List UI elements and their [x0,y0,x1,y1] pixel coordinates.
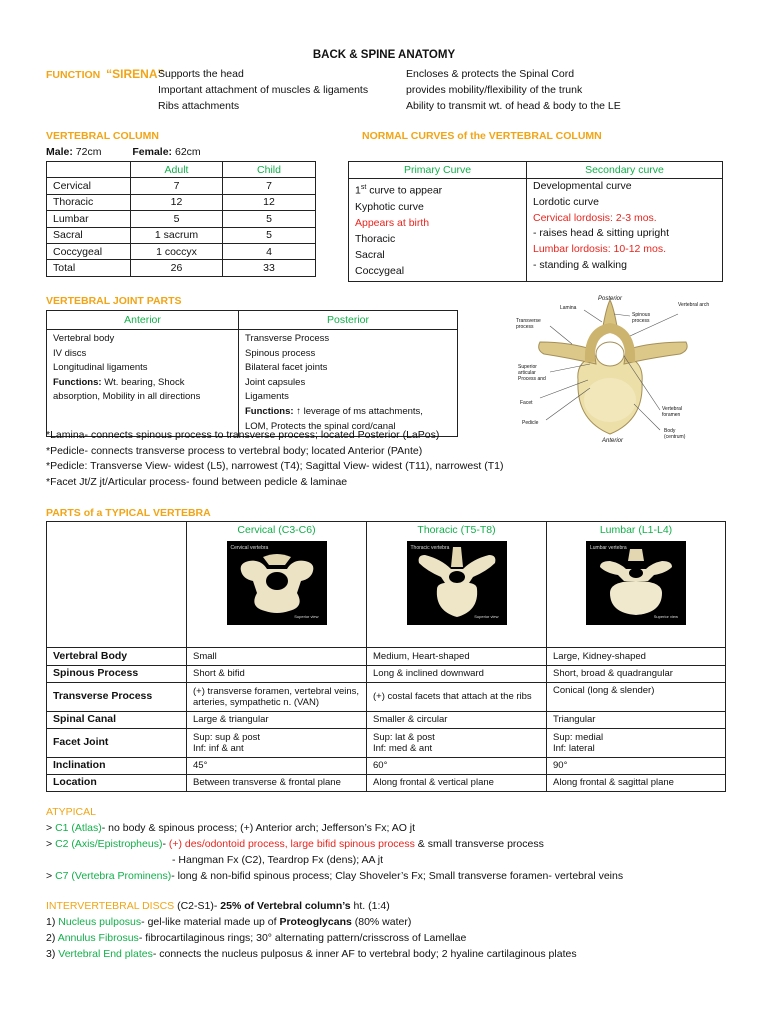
child-count: 4 [223,243,316,259]
thoracic-cell: Long & inclined downward [367,666,547,683]
c2-dash: - [162,838,169,850]
lumbar-cell: Conical (long & slender) [547,683,726,712]
disc-item [46,946,577,962]
anterior-functions-cont: absorption, Mobility in all directions [53,391,201,403]
disc-name: Vertebral End plates [58,948,153,960]
table-row [47,330,458,437]
disc-bold: Proteoglycans [279,916,352,928]
anterior-functions [53,376,232,391]
disc-end: (80% water) [351,916,412,928]
discs-heading: INTERVERTEBRAL DISCS [46,900,175,912]
functions-label: Functions: [245,405,294,417]
photo-caption: Cervical vertebra [230,544,269,551]
c2-name: C2 (Axis/Epistropheus) [55,838,163,850]
diagram-label-vertebral-arch: Vertebral arch [678,302,710,308]
cervical-cell: Between transverse & frontal plane [187,775,367,792]
lumbar-header-cell [547,522,726,648]
thoracic-column-title: Thoracic (T5-T8) [417,524,496,536]
discs-tail: ht. (1:4) [350,900,390,912]
note-item: *Pedicle- connects transverse process to vertebral body; located Anterior (PAnte) [46,444,423,457]
function-item: Ribs attachments [158,100,240,112]
joint-parts-table [46,310,458,437]
posterior-header: Posterior [239,311,458,330]
secondary-curve-header: Secondary curve [527,162,723,179]
primary-item: Thoracic [355,232,396,245]
table-row [47,648,726,666]
joint-parts-heading: VERTEBRAL JOINT PARTS [46,295,182,307]
photo-caption: Lumbar vertebra [590,544,627,551]
diagram-label-anterior: Anterior [602,438,624,444]
photo-view-caption: Superior view [294,614,319,619]
disc-item [46,930,577,946]
c2-line-2: - Hangman Fx (C2), Teardrop Fx (dens); AA jt [172,854,384,866]
child-count: 5 [223,211,316,227]
bullet: > [46,838,56,850]
secondary-item: Lumbar lordosis: 10-12 mos. [533,243,667,256]
female-label: Female: [132,146,173,158]
disc-name: Annulus Fibrosus [57,932,139,944]
child-count: 5 [223,227,316,243]
lumbar-cell [547,729,726,758]
thoracic-cell: Medium, Heart-shaped [367,648,547,666]
cervical-header-cell [187,522,367,648]
cervical-cell [187,729,367,758]
cervical-cell: 45° [187,758,367,775]
table-cell [47,522,187,648]
posterior-item: Joint capsules [245,376,306,388]
table-cell [47,162,131,178]
adult-count: 5 [131,211,223,227]
male-label: Male: [46,146,73,158]
function-label: FUNCTION [46,69,101,81]
anterior-item: Vertebral body [53,333,115,344]
disc-text: - connects the nucleus pulposus & inner AF to vertebral body; 2 hyaline cartilaginous plates [152,948,577,960]
secondary-item: Cervical lordosis: 2-3 mos. [533,211,657,224]
thoracic-cell: Smaller & circular [367,712,547,729]
row-label: Inclination [47,758,187,775]
lumbar-cell: Along frontal & sagittal plane [547,775,726,792]
table-header-row [47,522,726,648]
cell-line: Sup: lat & post [373,731,435,743]
table-row [47,729,726,758]
posterior-item: Spinous process [245,347,316,359]
disc-num: 3) [46,948,59,960]
adult-count: 1 coccyx [131,243,223,259]
posterior-item: Bilateral facet joints [245,362,328,374]
c2-text: & small transverse process [414,838,544,850]
function-item: Important attachment of muscles & ligaments [158,84,369,96]
function-acronym: “SIRENA” [106,67,164,81]
thoracic-vertebra-photo [407,541,507,625]
region-name: Thoracic [47,194,131,210]
lumbar-cell: Triangular [547,712,726,729]
cervical-cell: Short & bifid [187,666,367,683]
child-count: 33 [223,260,316,276]
note-item: *Facet Jt/Z jt/Articular process- found between pedicle & laminae [46,475,348,488]
primary-first-line [355,180,520,199]
c7-text: - long & non-bifid spinous process; Clay Shoveler’s Fx; Small transverse foramen- vertebral veins [171,870,624,882]
cervical-cell: Small [187,648,367,666]
bullet: > [46,822,56,834]
secondary-item: - standing & walking [533,258,627,271]
disc-num: 1) [46,916,59,928]
c1-name: C1 (Atlas) [55,822,102,834]
function-item: Encloses & protects the Spinal Cord [406,68,575,80]
table-row [47,194,316,210]
secondary-curve-cell [527,179,723,282]
anterior-item: Longitudinal ligaments [53,362,148,374]
cell-line: Inf: lateral [553,743,595,754]
lumbar-cell: 90° [547,758,726,775]
table-header-row [349,162,723,179]
thoracic-cell [367,729,547,758]
column-header-child: Child [223,162,316,178]
cell-line: Inf: inf & ant [193,743,244,754]
photo-view-caption: Superior view [474,614,499,619]
primary-curve-header: Primary Curve [349,162,527,179]
column-header-adult: Adult [131,162,223,178]
row-label: Vertebral Body [47,648,187,666]
child-count: 7 [223,178,316,194]
table-row [349,179,723,282]
bullet: > [46,870,56,882]
functions-label: Functions: [53,376,102,388]
discs-section [46,898,577,962]
row-label: Spinous Process [47,666,187,683]
normal-curves-heading: NORMAL CURVES of the VERTEBRAL COLUMN [362,130,602,142]
photo-caption: Thoracic vertebra [410,544,450,551]
thoracic-header-cell [367,522,547,648]
vertebra-diagram [510,292,720,452]
functions-text: ↑ leverage of ms attachments, [293,405,423,417]
discs-range: (C2-S1)- [174,900,221,912]
disc-name: Nucleus pulposus [58,916,142,928]
child-count: 12 [223,194,316,210]
primary-first-sup: st [360,184,367,191]
cell-line: Sup: sup & post [193,731,261,743]
region-name: Cervical [47,178,131,194]
table-header-row [47,162,316,178]
photo-view-caption: Superior view [653,614,678,619]
diagram-label-superior-articular: Superior articular Process and [518,364,546,382]
region-name: Sacral [47,227,131,243]
posterior-functions-cont: LOM, Protects the spinal cord/canal [245,420,396,432]
table-row [47,243,316,259]
function-label-block [46,66,164,83]
discs-bold: 25% of Vertebral column’s [220,900,351,912]
atypical-heading: ATYPICAL [46,806,96,818]
primary-item: Coccygeal [355,264,405,277]
table-row [47,683,726,712]
cell-line: Inf: med & ant [373,743,433,754]
diagram-label-facet: Facet [520,400,533,406]
note-item: *Pedicle: Transverse View- widest (L5), narrowest (T4); Sagittal View- widest (T11), narrowest (T1) [46,460,504,473]
region-name: Lumbar [47,211,131,227]
anterior-item: IV discs [53,347,87,359]
diagram-label-posterior: Posterior [598,296,623,302]
primary-curve-cell [349,179,527,282]
secondary-item: Developmental curve [533,180,632,192]
page-title: BACK & SPINE ANATOMY [312,49,456,61]
adult-count: 26 [131,260,223,276]
primary-first-number: 1 [355,184,361,197]
cervical-cell: (+) transverse foramen, vertebral veins, arteries, sympathetic n. (VAN) [187,683,367,712]
function-item: Ability to transmit wt. of head & body to the LE [406,100,621,112]
row-label: Location [47,775,187,792]
primary-item: Appears at birth [355,216,430,229]
thoracic-cell: (+) costal facets that attach at the ribs [367,683,547,712]
table-row [47,666,726,683]
secondary-item: Lordotic curve [533,195,599,208]
c7-line [46,868,623,884]
c1-text: - no body & spinous process; (+) Anterior arch; Jefferson’s Fx; AO jt [101,822,416,834]
diagram-label-transverse-process: Transverse process [516,318,541,330]
typical-vertebra-table [46,521,726,792]
region-name: Coccygeal [47,243,131,259]
diagram-label-spinous-process: Spinous process [632,312,651,324]
notes-list [46,428,504,490]
table-row [47,260,316,276]
posterior-item: Transverse Process [245,333,330,344]
male-value: 72cm [75,146,102,158]
diagram-label-pedicle: Pedicle [522,420,539,426]
lumbar-column-title: Lumbar (L1-L4) [599,524,673,536]
adult-count: 12 [131,194,223,210]
cervical-vertebra-photo [227,541,327,625]
note-item: *Lamina- connects spinous process to transverse process; located Posterior (LaPos) [46,429,440,441]
c2-line [46,836,623,852]
atypical-section [46,804,623,884]
disc-item [46,914,577,930]
height-line [46,146,201,158]
table-row [47,211,316,227]
row-label: Facet Joint [47,729,187,758]
table-row [47,758,726,775]
vertebral-column-heading: VERTEBRAL COLUMN [46,130,159,142]
posterior-cell [239,330,458,437]
c7-name: C7 (Vertebra Prominens) [55,870,172,882]
region-name: Total [47,260,131,276]
function-item: Supports the head [158,68,244,80]
diagram-label-vertebral-foramen: Vertebral foramen [662,406,683,418]
disc-text: - gel-like material made up of [141,916,280,928]
table-row [47,712,726,729]
female-value: 62cm [174,146,201,158]
table-row [47,227,316,243]
primary-first-rest: curve to appear [366,184,443,197]
table-row [47,178,316,194]
function-left-list [158,66,368,114]
thoracic-cell: 60° [367,758,547,775]
vertebral-count-table [46,161,316,277]
adult-count: 1 sacrum [131,227,223,243]
curves-table [348,161,723,282]
posterior-functions [245,405,451,420]
adult-count: 7 [131,178,223,194]
c1-line [46,820,623,836]
diagram-label-body: Body (centrum) [664,428,686,440]
anterior-cell [47,330,239,437]
function-right-list [406,66,621,114]
disc-num: 2) [46,932,58,944]
anterior-header: Anterior [47,311,239,330]
row-label: Spinal Canal [47,712,187,729]
cell-line: Sup: medial [553,731,604,743]
cervical-column-title: Cervical (C3-C6) [237,524,316,536]
primary-item: Sacral [355,248,385,261]
cervical-cell: Large & triangular [187,712,367,729]
c2-highlight: (+) des/odontoid process, large bifid spinous process [168,838,415,850]
disc-text: - fibrocartilaginous rings; 30° alternating pattern/crisscross of Lamellae [138,932,467,944]
row-label: Transverse Process [47,683,187,712]
diagram-label-lamina: Lamina [560,305,577,311]
secondary-item: - raises head & sitting upright [533,227,669,240]
lumbar-cell: Large, Kidney-shaped [547,648,726,666]
lumbar-vertebra-photo [586,541,686,625]
table-header-row [47,311,458,330]
typical-vertebra-heading: PARTS of a TYPICAL VERTEBRA [46,507,211,519]
functions-text: Wt. bearing, Shock [101,376,185,388]
posterior-item: Ligaments [245,391,289,403]
discs-heading-line [46,898,577,914]
thoracic-cell: Along frontal & vertical plane [367,775,547,792]
function-item: provides mobility/flexibility of the trunk [406,84,583,96]
lumbar-cell: Short, broad & quadrangular [547,666,726,683]
primary-item: Kyphotic curve [355,200,424,213]
table-row [47,775,726,792]
